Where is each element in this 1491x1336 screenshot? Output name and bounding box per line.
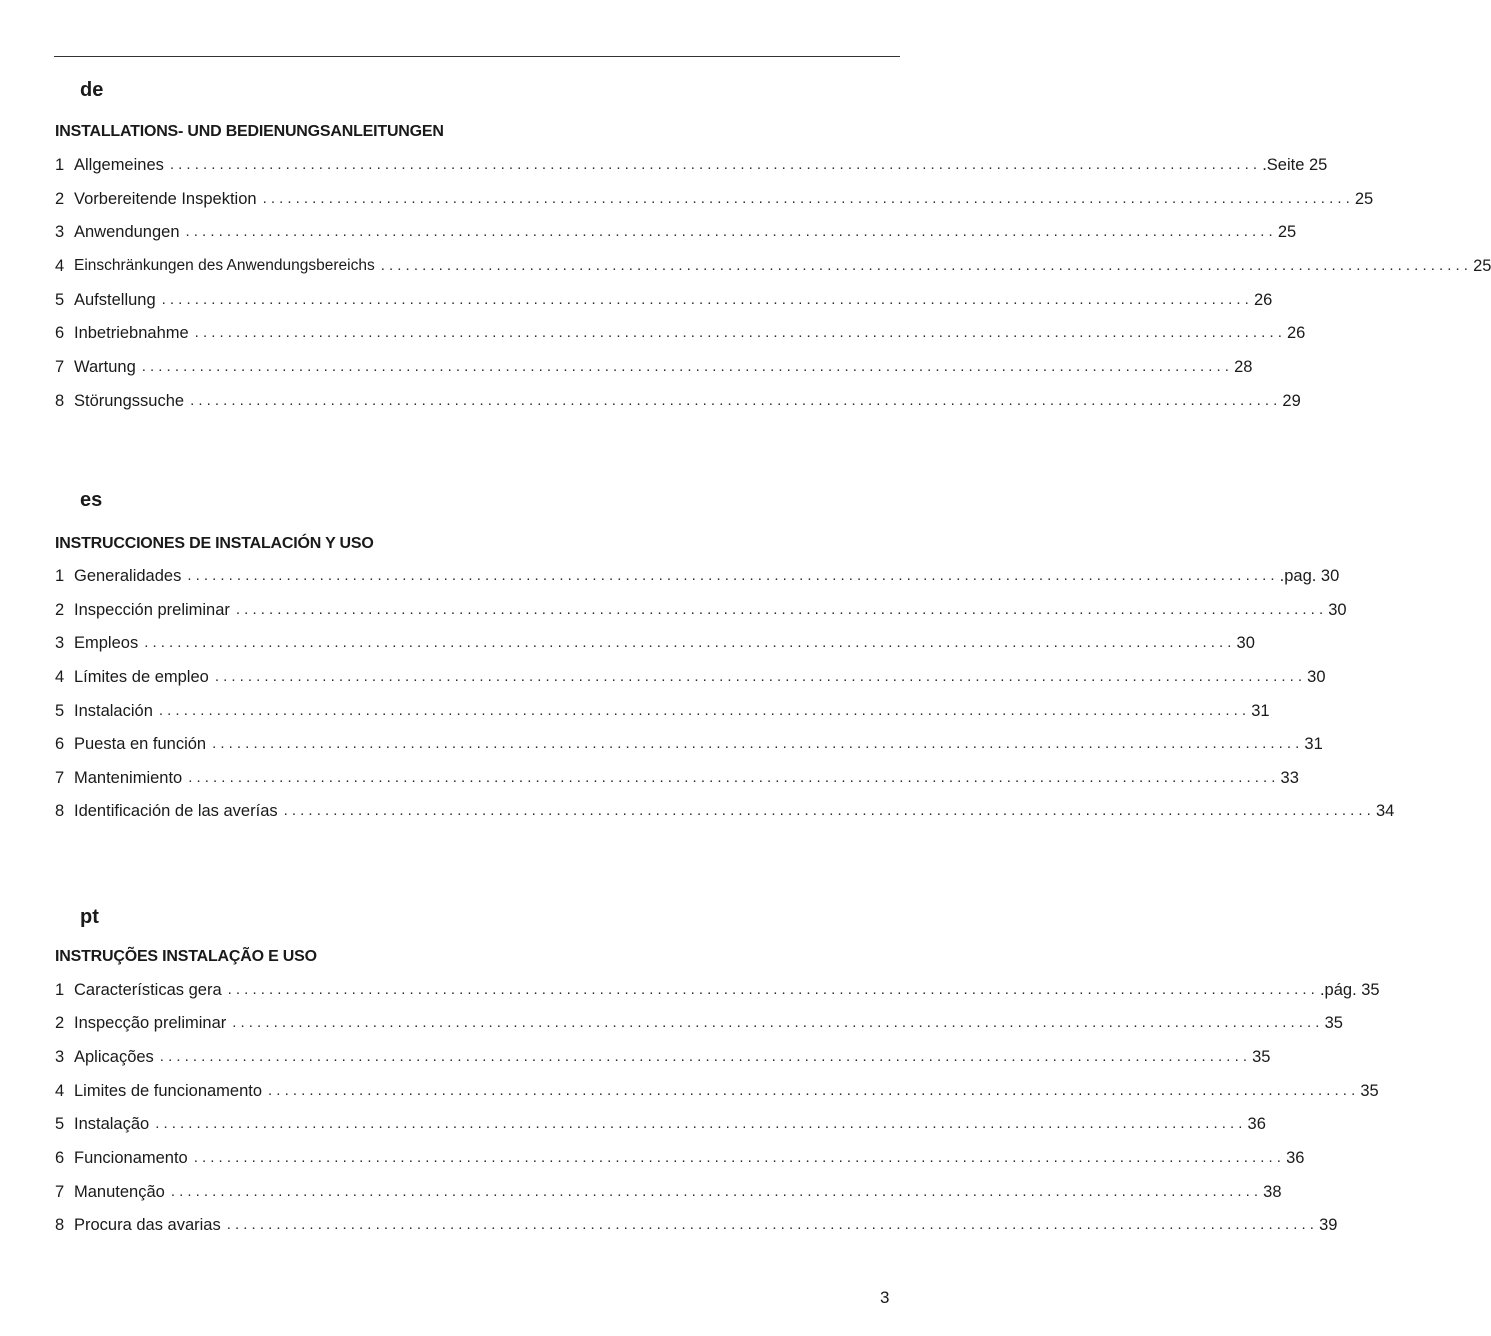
toc-entry-number: 7 xyxy=(55,358,65,376)
toc-entry-label: Instalación xyxy=(74,702,153,720)
toc-entry-page: .Seite 25 xyxy=(1262,156,1328,174)
toc-entry-number: 7 xyxy=(55,1183,65,1201)
toc-entry[interactable] xyxy=(54,154,1328,176)
toc-entry-page: 30 xyxy=(1307,668,1326,686)
toc-entry-number: 2 xyxy=(55,190,65,208)
toc-entry-page: 31 xyxy=(1251,702,1270,720)
toc-entry[interactable] xyxy=(54,289,1273,311)
dot-leader: .................................................................................................................................... xyxy=(194,324,1286,341)
toc-entry-label: Allgemeines xyxy=(74,156,164,174)
toc-entry[interactable] xyxy=(54,1012,1343,1034)
dot-leader: .................................................................................................................................... xyxy=(212,735,1304,752)
toc-entry-page: .pag. 30 xyxy=(1279,567,1340,585)
toc-entry-number: 6 xyxy=(55,735,65,753)
toc-entry-page: 39 xyxy=(1319,1216,1338,1234)
toc-entry-number: 8 xyxy=(55,1216,65,1234)
toc-entry-label: Características gera xyxy=(74,981,222,999)
toc-entry-page: .pág. 35 xyxy=(1319,981,1380,999)
toc-entry-page: 36 xyxy=(1286,1149,1305,1167)
dot-leader: .................................................................................................................................... xyxy=(283,802,1375,819)
toc-entry-label: Límites de empleo xyxy=(74,668,209,686)
toc-entry-page: 35 xyxy=(1324,1014,1343,1032)
toc-entry-number: 5 xyxy=(55,702,65,720)
toc-entry-page: 25 xyxy=(1277,223,1297,241)
toc-entry[interactable] xyxy=(54,1046,1271,1068)
toc-entry-number: 2 xyxy=(55,1014,65,1032)
dot-leader: .................................................................................................................................... xyxy=(161,291,1253,308)
toc-entry-page: 38 xyxy=(1263,1183,1282,1201)
toc-entry-number: 2 xyxy=(55,601,65,619)
dot-leader: .................................................................................................................................... xyxy=(187,567,1279,584)
dot-leader: .................................................................................................................................... xyxy=(235,601,1328,618)
toc-entry-number: 4 xyxy=(55,1082,65,1100)
toc-entry[interactable] xyxy=(54,800,1395,822)
toc-entry-label: Störungssuche xyxy=(74,392,185,410)
toc-entry-page: 31 xyxy=(1304,735,1323,753)
toc-entry-number: 7 xyxy=(55,769,65,787)
toc-entry-page: 25 xyxy=(1354,190,1374,208)
dot-leader: .................................................................................................................................... xyxy=(193,1149,1286,1166)
toc-entry[interactable] xyxy=(54,188,1374,210)
toc-entry-number: 1 xyxy=(55,567,65,585)
language-code: es xyxy=(80,489,103,511)
toc-entry-page: 30 xyxy=(1236,634,1255,652)
toc-entry-label: Puesta en función xyxy=(74,735,207,753)
toc-entry-number: 8 xyxy=(55,392,65,410)
toc-entry-page: 29 xyxy=(1282,392,1301,410)
section-title: INSTALLATIONS- UND BEDIENUNGSANLEITUNGEN xyxy=(55,123,444,140)
page-number: 3 xyxy=(880,1288,890,1307)
dot-leader: .................................................................................................................................... xyxy=(155,1115,1247,1132)
toc-entry-number: 6 xyxy=(55,324,65,342)
toc-entry[interactable] xyxy=(54,632,1255,654)
toc-entry[interactable] xyxy=(54,221,1297,243)
toc-entry-label: Mantenimiento xyxy=(74,769,183,787)
top-rule xyxy=(54,56,900,57)
dot-leader: .................................................................................................................................... xyxy=(170,1183,1263,1200)
toc-entry-label: Procura das avarias xyxy=(74,1216,221,1234)
toc-entry-label: Vorbereitende Inspektion xyxy=(74,190,257,208)
toc-entry[interactable] xyxy=(54,1181,1282,1203)
dot-leader: .................................................................................................................................... xyxy=(262,190,1354,207)
toc-entry-page: 26 xyxy=(1286,324,1306,342)
toc-entry-label: Inspección preliminar xyxy=(74,601,230,619)
section-title: INSTRUCCIONES DE INSTALACIÓN Y USO xyxy=(55,535,374,552)
toc-entry-number: 3 xyxy=(55,223,65,241)
toc-entry-page: 36 xyxy=(1247,1115,1266,1133)
toc-entry-number: 4 xyxy=(55,668,65,686)
dot-leader: .................................................................................................................................... xyxy=(190,392,1282,409)
dot-leader: .................................................................................................................................... xyxy=(144,634,1236,651)
dot-leader: .................................................................................................................................... xyxy=(232,1014,1324,1031)
toc-entry-page: 26 xyxy=(1253,291,1273,309)
toc-entry[interactable] xyxy=(54,733,1323,755)
toc-entry-label: Funcionamento xyxy=(74,1149,188,1167)
dot-leader: .................................................................................................................................... xyxy=(159,1048,1252,1065)
toc-entry[interactable] xyxy=(54,322,1306,344)
dot-leader: .................................................................................................................................... xyxy=(268,1082,1360,1099)
toc-entry[interactable] xyxy=(54,390,1301,412)
toc-entry-page: 35 xyxy=(1252,1048,1271,1066)
toc-entry[interactable] xyxy=(54,565,1340,587)
toc-entry[interactable] xyxy=(54,1113,1266,1135)
dot-leader: .................................................................................................................................... xyxy=(188,769,1280,786)
toc-entry-page: 28 xyxy=(1234,358,1253,376)
toc-entry-label: Limites de funcionamento xyxy=(74,1082,263,1100)
toc-entry-label: Aplicações xyxy=(74,1048,154,1066)
dot-leader: .................................................................................................................................... xyxy=(185,223,1277,240)
toc-entry[interactable] xyxy=(54,599,1347,621)
toc-entry[interactable] xyxy=(54,1147,1305,1169)
toc-entry[interactable] xyxy=(54,767,1299,789)
toc-entry-page: 25 xyxy=(1473,257,1491,275)
toc-entry-number: 6 xyxy=(55,1149,65,1167)
toc-entry-label: Generalidades xyxy=(74,567,182,585)
dot-leader: .................................................................................................................................... xyxy=(158,702,1251,719)
toc-entry-number: 3 xyxy=(55,634,65,652)
toc-entry[interactable] xyxy=(54,666,1326,688)
toc-entry-number: 8 xyxy=(55,802,65,820)
toc-entry-label: Wartung xyxy=(74,358,136,376)
toc-entry-page: 30 xyxy=(1328,601,1347,619)
toc-entry[interactable] xyxy=(54,700,1270,722)
dot-leader: .................................................................................................................................... xyxy=(214,668,1307,685)
toc-entry-page: 33 xyxy=(1280,769,1299,787)
toc-entry-page: 34 xyxy=(1375,802,1395,820)
dot-leader: .................................................................................................................................... xyxy=(141,358,1234,375)
toc-entry-label: Inspecção preliminar xyxy=(74,1014,227,1032)
toc-entry-number: 4 xyxy=(55,257,65,275)
toc-entry-label: Anwendungen xyxy=(74,223,180,241)
dot-leader: .................................................................................................................................... xyxy=(380,257,1473,274)
toc-entry-label: Identificación de las averías xyxy=(74,802,278,820)
language-code: de xyxy=(80,79,104,101)
toc-entry-number: 5 xyxy=(55,1115,65,1133)
dot-leader: .................................................................................................................................... xyxy=(169,156,1262,173)
section-title: INSTRUÇÕES INSTALAÇÃO E USO xyxy=(55,948,317,965)
toc-entry[interactable] xyxy=(54,979,1380,1001)
language-code: pt xyxy=(80,906,99,928)
toc-entry[interactable] xyxy=(54,1214,1338,1236)
toc-entry-label: Einschränkungen des Anwendungsbereichs xyxy=(74,257,375,274)
toc-entry-number: 3 xyxy=(55,1048,65,1066)
toc-entry-label: Instalação xyxy=(74,1115,150,1133)
toc-entry[interactable] xyxy=(54,1080,1379,1102)
toc-entry[interactable] xyxy=(54,356,1253,378)
dot-leader: .................................................................................................................................... xyxy=(227,981,1319,998)
toc-entry-number: 1 xyxy=(55,981,65,999)
toc-entry-label: Empleos xyxy=(74,634,139,652)
toc-entry-label: Aufstellung xyxy=(74,291,156,309)
dot-leader: .................................................................................................................................... xyxy=(226,1216,1319,1233)
toc-entry-label: Manutenção xyxy=(74,1183,165,1201)
toc-entry[interactable] xyxy=(54,255,1491,277)
toc-entry-label: Inbetriebnahme xyxy=(74,324,189,342)
toc-entry-page: 35 xyxy=(1360,1082,1379,1100)
toc-entry-number: 1 xyxy=(55,156,65,174)
toc-entry-number: 5 xyxy=(55,291,65,309)
